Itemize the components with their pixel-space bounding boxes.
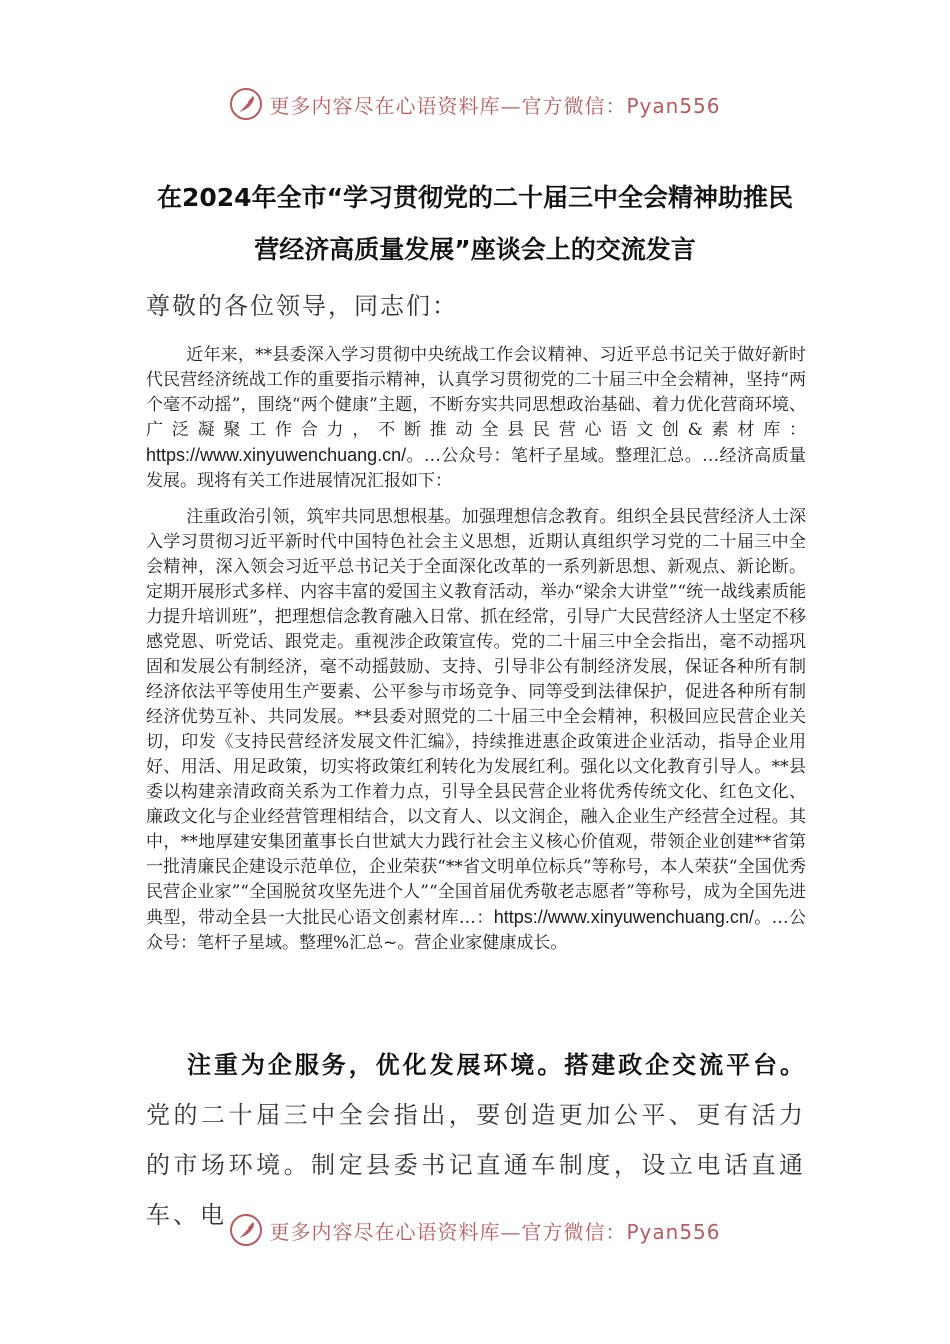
- title-line-1: 在2024年全市“学习贯彻党的二十届三中全会精神助推民: [156, 183, 793, 212]
- watermark-text: 更多内容尽在心语资料库—官方微信：Pyan556: [269, 1219, 721, 1244]
- watermark-footer: [0, 1212, 950, 1248]
- feather-quill-icon: [229, 1213, 263, 1247]
- title-line-2: 营经济高质量发展”座谈会上的交流发言: [254, 235, 696, 264]
- paragraph-enterprise-service: 注重为企服务，优化发展环境。搭建政企交流平台。党的二十届三中全会指出，要创造更加公平、更有活力的市场环境。制定县委书记直通车制度，设立电话直通车、电: [146, 1051, 806, 1229]
- watermark-wechat-id: Pyan556: [626, 1219, 721, 1244]
- source-url: https://www.xinyuwenchuang.cn/: [493, 907, 754, 927]
- document-title: [60, 172, 890, 276]
- paragraph-political-guidance: 注重政治引领，筑牢共同思想根基。加强理想信念教育。组织全县民营经济人士深入学习贯彻习近平新时代中国特色社会主义思想，近期认真组织学习党的二十届三中全会精神，深入领会习近平总书记关于全面深化改革的一系列新思想、新观点、新论断。定期开展形式多样、内容丰富的爱国主义教育活动，举办“梁余大讲堂”“统一战线素质能力提升培训班”，把理想信念教育融入日常、抓在经常，引导广大民营经济人士坚定不移感党恩、听党话、跟党走。重视涉企政策宣传。党的二十届三中全会指出，毫不动摇巩固和发展公有制经济，毫不动摇鼓励、支持、引导非公有制经济发展，保证各种所有制经济依法平等使用生产要素、公平参与市场竞争、同等受到法律保护，促进各种所有制经济优势互补、共同发展。**县委对照党的二十届三中全会精神，积极回应民营企业关切，印发《支持民营经济发展文件汇编》，持续推进惠企政策进企业活动，指导企业用好、用活、用足政策，切实将政策红利转化为发展红利。强化以文化教育引导人。**县委以构建亲清政商关系为工作着力点，引导全县民营企业将优秀传统文化、红色文化、廉政文化与企业经营管理相结合，以文育人、以文润企，融入企业生产经营全过程。其中，**地厚建安集团董事长白世斌大力践行社会主义核心价值观，带领企业创建**省第一批清廉民企建设示范单位，企业荣获“**省文明单位标兵”等称号，本人荣获“全国优秀民营企业家”“全国脱贫攻坚先进个人”“全国首届优秀敬老志愿者”等称号，成为全国先进典型，带动全县一大批民心语文创素材库…：https://www.xinyuwenchuang.cn/。…公众号：笔杆子星域。整理%汇总~。营企业家健康成长。: [146, 507, 806, 953]
- paragraph-intro: 近年来，**县委深入学习贯彻中央统战工作会议精神、习近平总书记关于做好新时代民营经济统战工作的重要指示精神，认真学习贯彻党的二十届三中全会精神，坚持“两个毫不动摇”，围绕“两个健康”主题，不断夯实共同思想政治基础、着力优化营商环境、广泛凝聚工作合力，不断推动全县民营心语文创&素材库：https://www.xinyuwenchuang.cn/。…公众号：笔杆子星域。整理汇总。…经济高质量发展。现将有关工作进展情况汇报如下：: [146, 345, 806, 491]
- paragraph-lead: 注重为企服务，优化发展环境。搭建政企交流平台。: [186, 1051, 806, 1079]
- feather-quill-icon: [229, 87, 263, 121]
- watermark-header: [0, 86, 950, 122]
- watermark-text: 更多内容尽在心语资料库—官方微信：Pyan556: [269, 93, 721, 118]
- source-url: https://www.xinyuwenchuang.cn/: [146, 445, 407, 465]
- watermark-wechat-id: Pyan556: [626, 93, 721, 118]
- salutation: 尊敬的各位领导，同志们：: [146, 292, 458, 320]
